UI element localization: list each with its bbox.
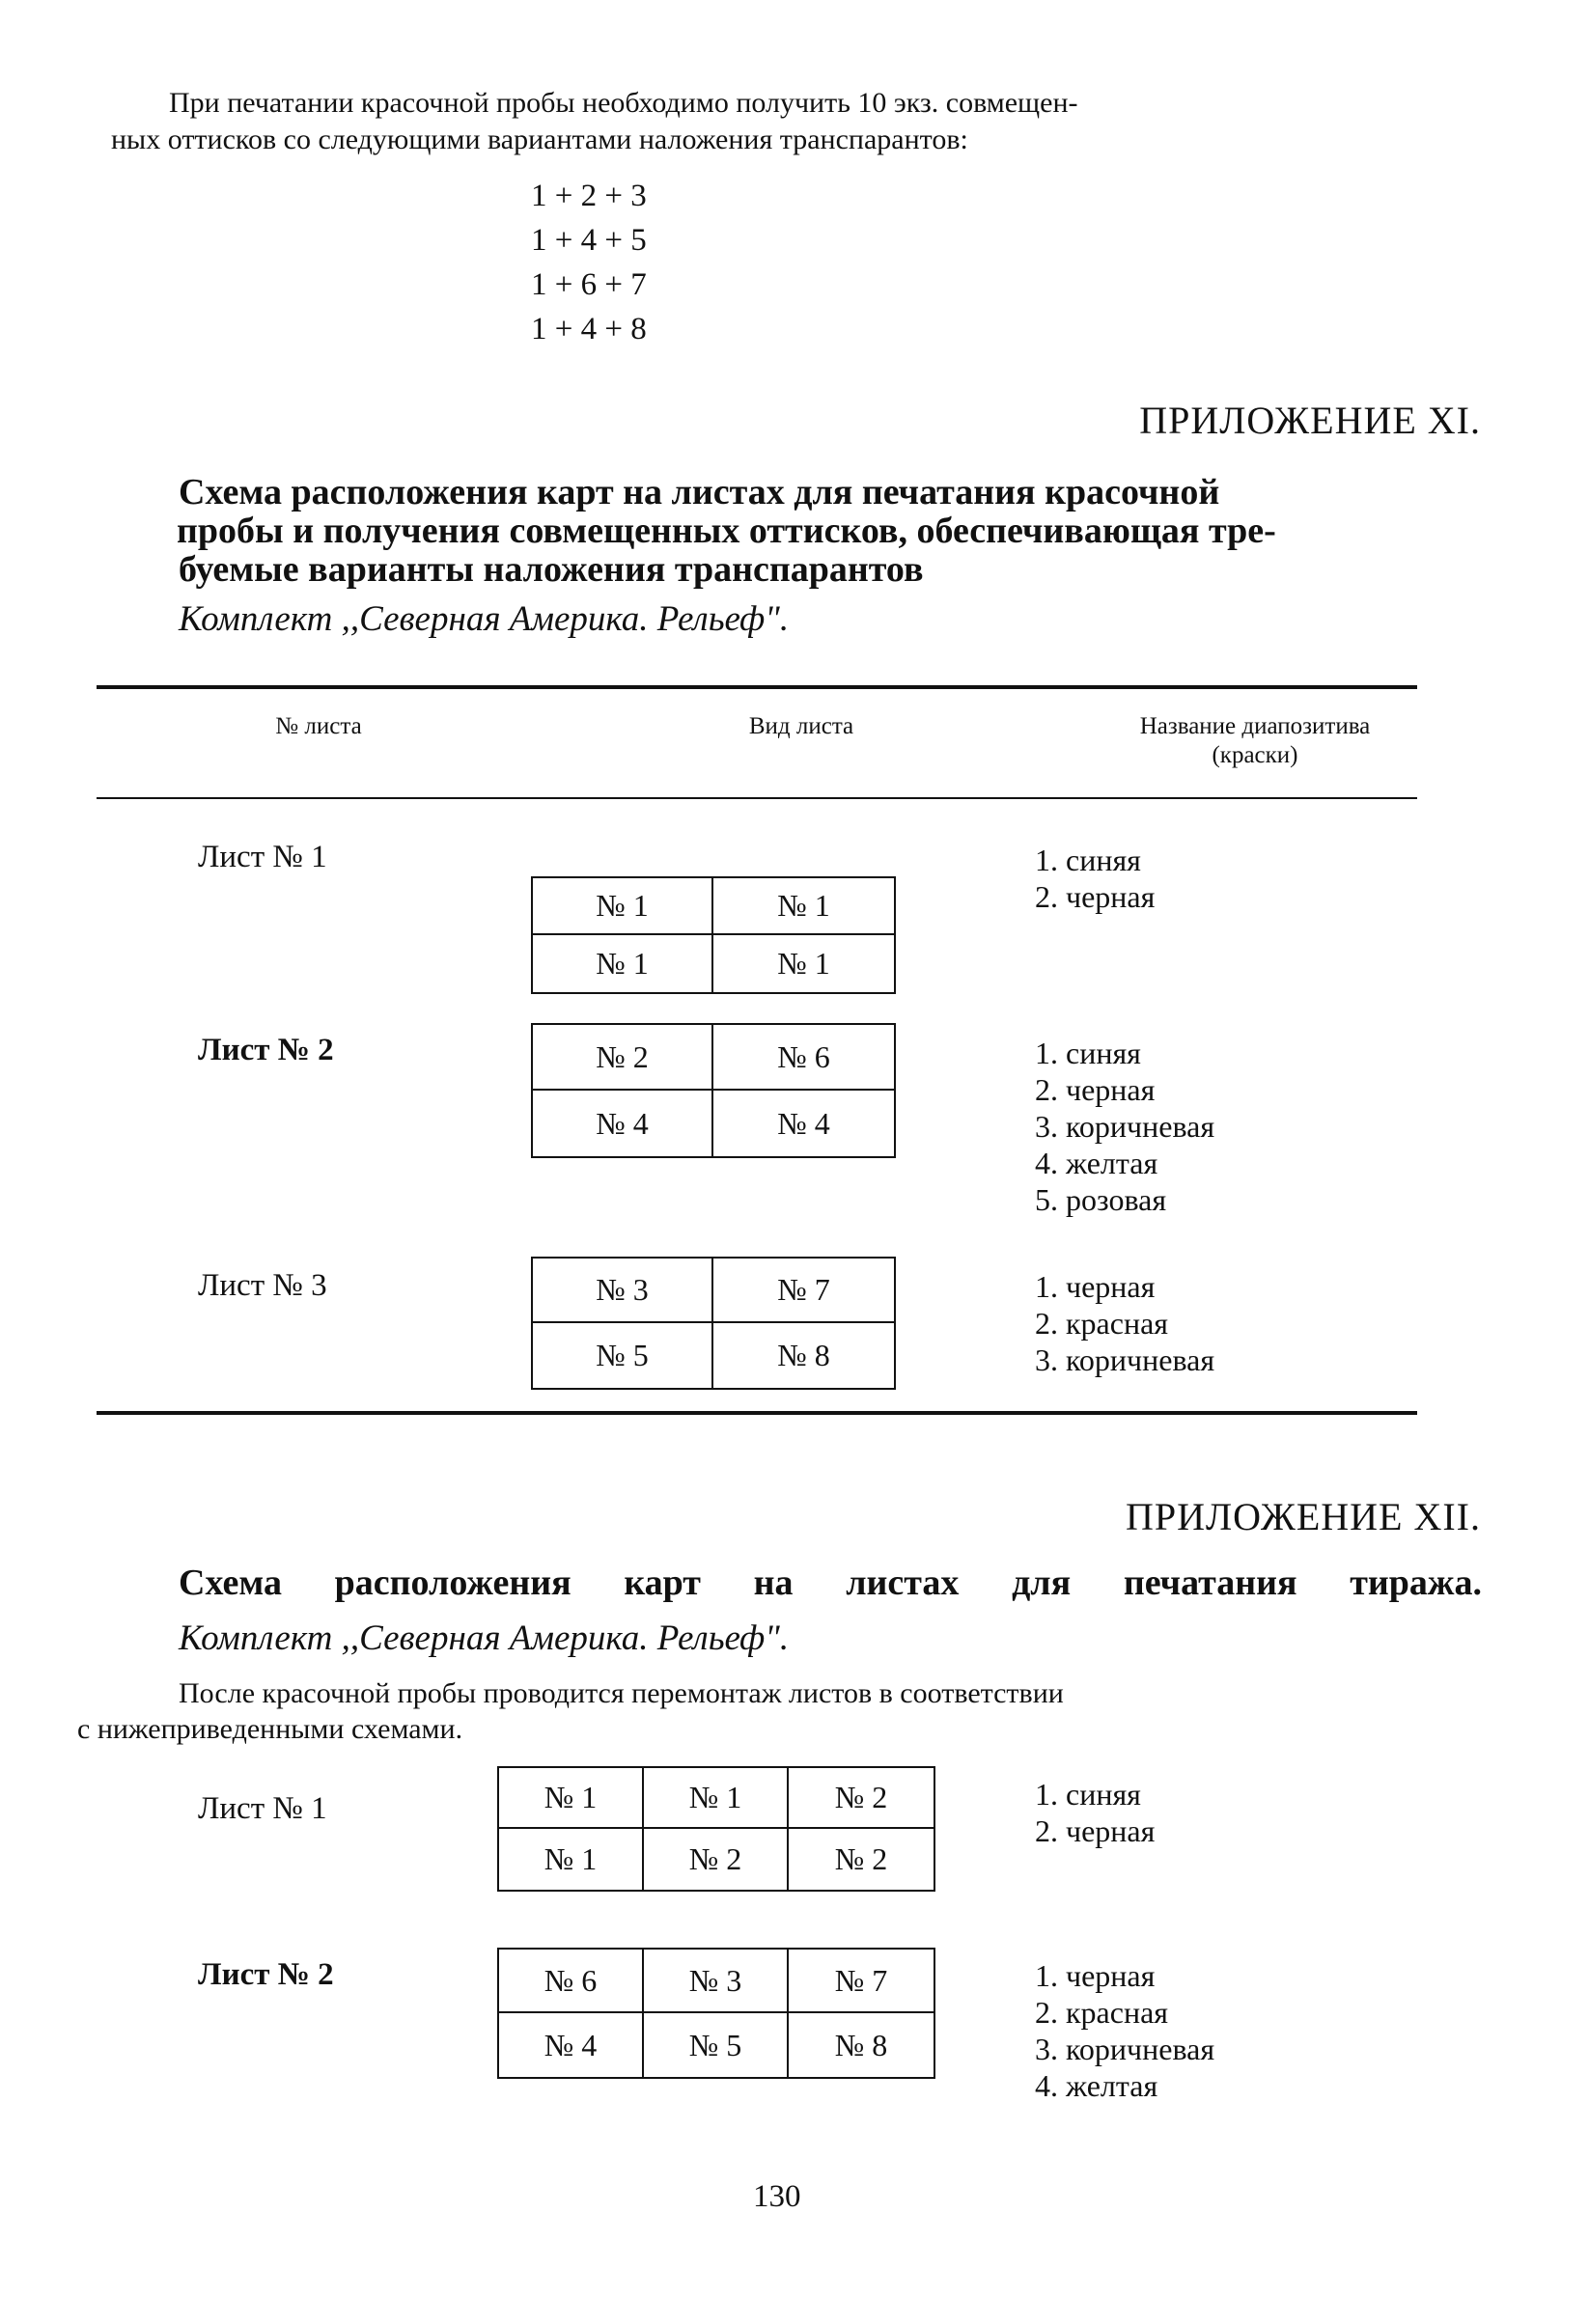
sheet-layout-grid bbox=[497, 1948, 935, 2079]
ink-list bbox=[1035, 1957, 1214, 2104]
grid-cell: № 3 bbox=[644, 1950, 789, 2013]
page-number: 130 bbox=[753, 2179, 801, 2214]
appendix-11-title: ПРИЛОЖЕНИЕ XI. bbox=[1139, 399, 1481, 442]
variant-item: 1 + 4 + 5 bbox=[531, 223, 647, 258]
appendix-12-kit: Комплект ,,Северная Америка. Рельеф". bbox=[179, 1618, 790, 1658]
ink-item: 1. синяя bbox=[1035, 1036, 1141, 1070]
appendix-11-heading-line-3: буемые варианты наложения транспарантов bbox=[179, 549, 924, 590]
grid-cell: № 4 bbox=[777, 1105, 830, 1141]
sheet-layout-grid bbox=[531, 1023, 896, 1158]
table-top-rule bbox=[97, 685, 1417, 689]
grid-cell: № 1 bbox=[644, 1768, 789, 1829]
ink-item: 3. коричневая bbox=[1035, 1342, 1215, 1377]
grid-cell: № 7 bbox=[713, 1259, 894, 1323]
note-line-2: с нижеприведенными схемами. bbox=[77, 1713, 463, 1745]
appendix-11-heading bbox=[179, 473, 1482, 589]
note-line-1: После красочной пробы проводится перемонтаж листов в соответствии bbox=[179, 1677, 1064, 1709]
sheet-label: Лист № 1 bbox=[198, 1791, 327, 1826]
ink-list bbox=[1035, 1268, 1214, 1378]
ink-item: 1. синяя bbox=[1035, 1777, 1141, 1812]
grid-cell: № 5 bbox=[533, 1323, 713, 1388]
table-bottom-rule bbox=[97, 1411, 1417, 1415]
appendix-11-heading-line-1: Схема расположения карт на листах для печатания красочной bbox=[179, 472, 1220, 512]
grid-cell: № 1 bbox=[499, 1829, 644, 1890]
column-header-slide-name: Название диапозитива (краски) bbox=[1139, 713, 1371, 768]
ink-item: 3. коричневая bbox=[1035, 2032, 1215, 2066]
ink-item: 1. черная bbox=[1035, 1269, 1156, 1304]
grid-cell: № 2 bbox=[533, 1025, 713, 1091]
ink-item: 2. черная bbox=[1035, 879, 1156, 914]
ink-item: 2. черная bbox=[1035, 1813, 1156, 1848]
grid-cell: № 3 bbox=[533, 1259, 713, 1323]
ink-item: 5. розовая bbox=[1035, 1182, 1167, 1217]
ink-item: 2. черная bbox=[1035, 1072, 1156, 1107]
column-header-sheet-no: № листа bbox=[275, 713, 362, 739]
ink-list bbox=[1035, 1035, 1214, 1218]
appendix-12-note bbox=[77, 1675, 1477, 1747]
sheet-label: Лист № 1 bbox=[198, 840, 327, 874]
grid-cell: № 1 bbox=[533, 935, 713, 992]
sheet-layout-grid bbox=[531, 1257, 896, 1390]
ink-list bbox=[1035, 842, 1155, 915]
grid-cell: № 2 bbox=[789, 1768, 934, 1829]
appendix-11-heading-line-2: пробы и получения совмещенных оттисков, обеспечивающая тре- bbox=[177, 511, 1276, 551]
grid-cell: № 6 bbox=[499, 1950, 644, 2013]
variant-item: 1 + 2 + 3 bbox=[531, 179, 647, 213]
table-header-rule bbox=[97, 797, 1417, 799]
sheet-label: Лист № 2 bbox=[198, 1957, 334, 1992]
grid-cell: № 4 bbox=[499, 2013, 644, 2077]
sheet-label: Лист № 2 bbox=[198, 1033, 334, 1067]
intro-line-2: ных оттисков со следующими вариантами наложения транспарантов: bbox=[111, 124, 968, 155]
grid-cell: № 7 bbox=[789, 1950, 934, 2013]
appendix-12-title: ПРИЛОЖЕНИЕ XII. bbox=[1125, 1495, 1481, 1538]
sheet-layout-grid bbox=[497, 1766, 935, 1892]
overlay-variants-list bbox=[531, 174, 647, 351]
appendix-11-kit: Комплект ,,Северная Америка. Рельеф". bbox=[179, 599, 790, 639]
grid-cell: № 2 bbox=[834, 1841, 888, 1876]
grid-cell: № 8 bbox=[777, 1338, 830, 1372]
ink-item: 2. красная bbox=[1035, 1995, 1168, 2030]
sheet-layout-grid bbox=[531, 876, 896, 994]
appendix-12-heading: Схема расположения карт на листах для печатания тиража. bbox=[179, 1563, 1482, 1603]
grid-cell: № 1 bbox=[533, 878, 713, 935]
column-header-sheet-view: Вид листа bbox=[748, 713, 854, 739]
sheet-label: Лист № 3 bbox=[198, 1268, 327, 1303]
intro-line-1: При печатании красочной пробы необходимо получить 10 экз. совмещен- bbox=[169, 87, 1078, 119]
ink-item: 4. желтая bbox=[1035, 2068, 1158, 2103]
grid-cell: № 6 bbox=[713, 1025, 894, 1091]
grid-cell: № 1 bbox=[713, 878, 894, 935]
ink-item: 1. черная bbox=[1035, 1958, 1156, 1993]
grid-cell: № 5 bbox=[644, 2013, 789, 2077]
ink-item: 4. желтая bbox=[1035, 1146, 1158, 1180]
variant-item: 1 + 6 + 7 bbox=[531, 267, 647, 302]
ink-item: 1. синяя bbox=[1035, 843, 1141, 877]
grid-cell: № 1 bbox=[499, 1768, 644, 1829]
grid-cell: № 1 bbox=[777, 946, 830, 981]
ink-item: 3. коричневая bbox=[1035, 1109, 1215, 1144]
grid-cell: № 4 bbox=[533, 1091, 713, 1156]
grid-cell: № 8 bbox=[834, 2027, 888, 2062]
ink-item: 2. красная bbox=[1035, 1306, 1168, 1341]
variant-item: 1 + 4 + 8 bbox=[531, 312, 647, 346]
intro-paragraph bbox=[111, 85, 1482, 158]
grid-cell: № 2 bbox=[644, 1829, 789, 1890]
ink-list bbox=[1035, 1776, 1155, 1849]
